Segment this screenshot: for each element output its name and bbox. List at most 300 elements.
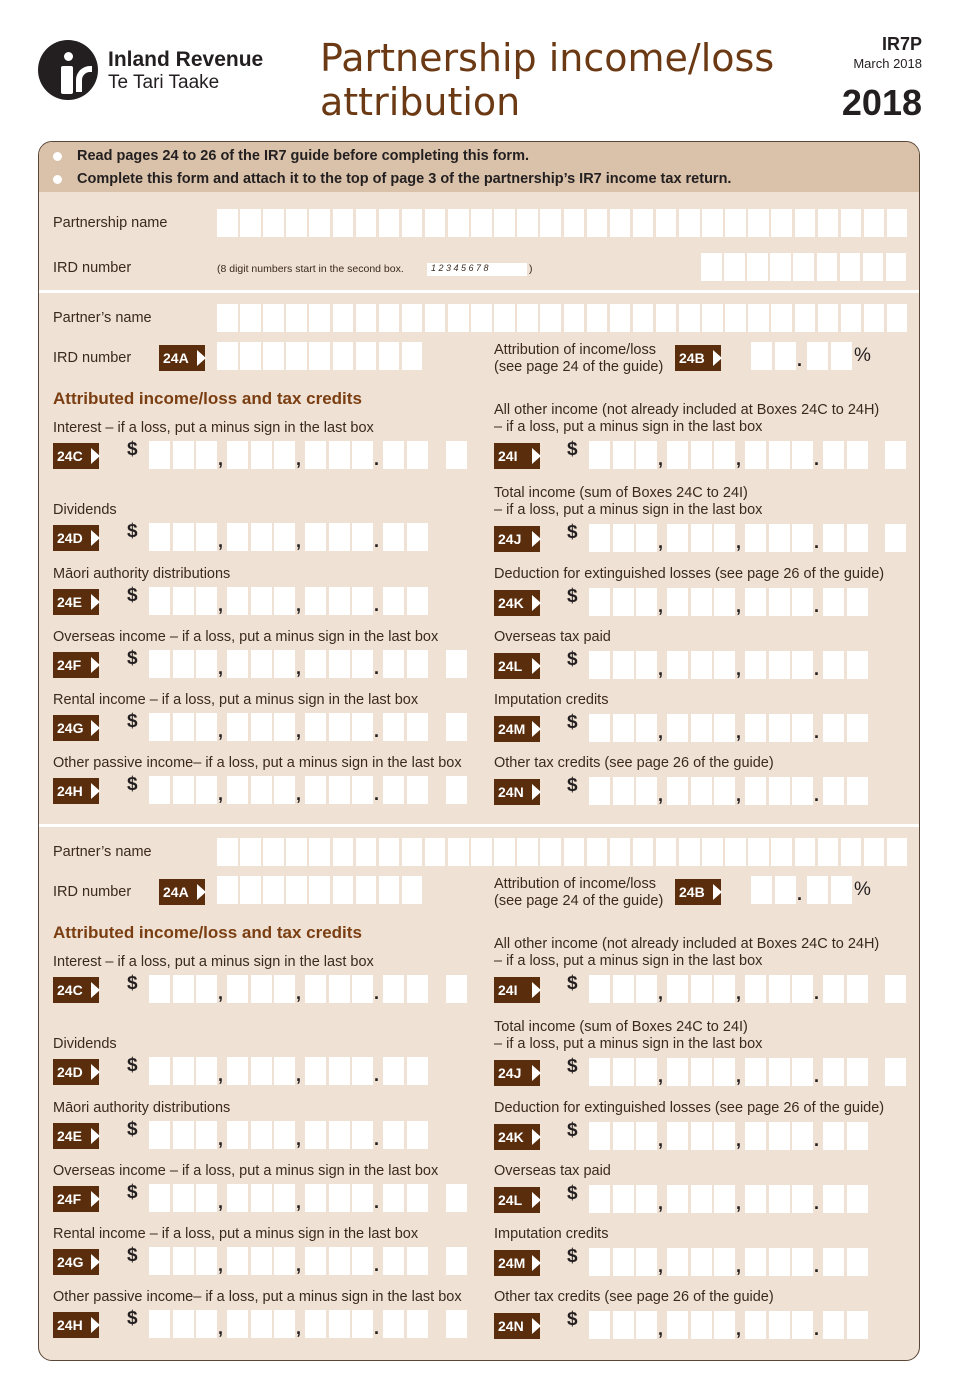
partner-1-24d-digit-box[interactable]: [352, 523, 373, 551]
partner-1-24f-digit-box[interactable]: [196, 650, 217, 678]
partner-2-ird-box[interactable]: [333, 876, 354, 904]
partnership-name-box[interactable]: [587, 209, 608, 237]
partner-2-name-box[interactable]: [795, 838, 816, 866]
partner-1-24d-digit-box[interactable]: [196, 523, 217, 551]
partner-2-24j-digit-box[interactable]: [792, 1058, 813, 1086]
partner-2-24k-digit-box[interactable]: [636, 1122, 657, 1150]
partner-1-24n-digit-box[interactable]: [667, 777, 688, 805]
partner-1-24c-digit-box[interactable]: [352, 441, 373, 469]
partner-2-24i-digit-box[interactable]: [667, 975, 688, 1003]
partnership-name-box[interactable]: [517, 209, 538, 237]
partner-2-name-box[interactable]: [379, 838, 400, 866]
partner-1-percent-whole-box[interactable]: [775, 342, 796, 370]
partnership-name-box[interactable]: [702, 209, 723, 237]
partner-2-24n-digit-box[interactable]: [613, 1311, 634, 1339]
partner-1-name-box[interactable]: [818, 304, 839, 332]
partnership-ird-box[interactable]: [793, 253, 814, 281]
partnership-name-box[interactable]: [402, 209, 423, 237]
partner-1-name-box[interactable]: [702, 304, 723, 332]
partner-1-24g-digit-box[interactable]: [196, 713, 217, 741]
partner-1-24c-cents-box[interactable]: [383, 441, 404, 469]
partner-2-24e-digit-box[interactable]: [274, 1121, 295, 1149]
partnership-name-box[interactable]: [841, 209, 862, 237]
partner-1-24i-cents-box[interactable]: [823, 441, 844, 469]
partner-1-24l-digit-box[interactable]: [769, 651, 790, 679]
partner-2-ird-box[interactable]: [379, 876, 400, 904]
partner-1-24n-digit-box[interactable]: [636, 777, 657, 805]
partner-2-name-box[interactable]: [748, 838, 769, 866]
partner-1-24d-digit-box[interactable]: [227, 523, 248, 551]
partner-1-name-box[interactable]: [887, 304, 908, 332]
partner-1-24g-digit-box[interactable]: [149, 713, 170, 741]
partner-2-24d-digit-box[interactable]: [329, 1057, 350, 1085]
partner-2-24m-digit-box[interactable]: [792, 1248, 813, 1276]
partner-2-24g-digit-box[interactable]: [305, 1247, 326, 1275]
partnership-name-box[interactable]: [471, 209, 492, 237]
partner-2-24c-cents-box[interactable]: [383, 975, 404, 1003]
partner-2-24k-digit-box[interactable]: [589, 1122, 610, 1150]
partner-2-24l-cents-box[interactable]: [847, 1185, 868, 1213]
partner-2-24f-digit-box[interactable]: [305, 1184, 326, 1212]
partner-1-24n-digit-box[interactable]: [745, 777, 766, 805]
partner-1-24j-cents-box[interactable]: [847, 524, 868, 552]
partner-1-24g-digit-box[interactable]: [305, 713, 326, 741]
partner-1-24f-digit-box[interactable]: [149, 650, 170, 678]
partner-2-24e-digit-box[interactable]: [329, 1121, 350, 1149]
partner-1-24m-digit-box[interactable]: [589, 714, 610, 742]
partner-1-ird-box[interactable]: [217, 342, 238, 370]
partner-2-24j-digit-box[interactable]: [636, 1058, 657, 1086]
partner-2-24j-digit-box[interactable]: [745, 1058, 766, 1086]
partner-1-24h-digit-box[interactable]: [352, 776, 373, 804]
partner-1-24i-digit-box[interactable]: [636, 441, 657, 469]
partner-1-24g-digit-box[interactable]: [352, 713, 373, 741]
partner-1-percent-fraction-box[interactable]: [831, 342, 852, 370]
partner-2-24g-digit-box[interactable]: [352, 1247, 373, 1275]
partner-2-ird-box[interactable]: [263, 876, 284, 904]
partner-2-name-box[interactable]: [309, 838, 330, 866]
partner-2-24g-digit-box[interactable]: [274, 1247, 295, 1275]
partner-2-percent-whole-box[interactable]: [775, 876, 796, 904]
partner-1-24g-minus-sign-box[interactable]: [446, 713, 467, 741]
partnership-name-box[interactable]: [771, 209, 792, 237]
partner-2-24m-digit-box[interactable]: [714, 1248, 735, 1276]
partner-2-24i-cents-box[interactable]: [847, 975, 868, 1003]
partner-1-24m-digit-box[interactable]: [714, 714, 735, 742]
partner-2-24i-digit-box[interactable]: [792, 975, 813, 1003]
partner-2-24d-digit-box[interactable]: [149, 1057, 170, 1085]
partner-1-ird-box[interactable]: [309, 342, 330, 370]
partner-1-24f-digit-box[interactable]: [173, 650, 194, 678]
partner-2-24j-cents-box[interactable]: [823, 1058, 844, 1086]
partnership-name-box[interactable]: [286, 209, 307, 237]
partner-2-name-box[interactable]: [633, 838, 654, 866]
partner-1-24d-digit-box[interactable]: [329, 523, 350, 551]
partner-2-24k-digit-box[interactable]: [745, 1122, 766, 1150]
partner-2-24d-digit-box[interactable]: [251, 1057, 272, 1085]
partner-1-24m-digit-box[interactable]: [769, 714, 790, 742]
partner-2-24c-digit-box[interactable]: [305, 975, 326, 1003]
partner-2-24c-digit-box[interactable]: [274, 975, 295, 1003]
partner-2-24k-digit-box[interactable]: [714, 1122, 735, 1150]
partner-2-24i-digit-box[interactable]: [769, 975, 790, 1003]
partner-2-name-box[interactable]: [356, 838, 377, 866]
partner-1-24h-digit-box[interactable]: [173, 776, 194, 804]
partner-2-24n-digit-box[interactable]: [691, 1311, 712, 1339]
partner-2-24m-digit-box[interactable]: [613, 1248, 634, 1276]
partner-2-24n-digit-box[interactable]: [745, 1311, 766, 1339]
partner-1-24j-digit-box[interactable]: [792, 524, 813, 552]
partner-1-24f-digit-box[interactable]: [251, 650, 272, 678]
partner-1-24f-minus-sign-box[interactable]: [446, 650, 467, 678]
partner-2-24f-digit-box[interactable]: [173, 1184, 194, 1212]
partnership-name-box[interactable]: [309, 209, 330, 237]
partner-1-24j-cents-box[interactable]: [823, 524, 844, 552]
partner-2-name-box[interactable]: [517, 838, 538, 866]
partner-2-24d-digit-box[interactable]: [352, 1057, 373, 1085]
partner-1-24i-digit-box[interactable]: [792, 441, 813, 469]
partner-2-24c-digit-box[interactable]: [173, 975, 194, 1003]
partner-2-24c-minus-sign-box[interactable]: [446, 975, 467, 1003]
partner-2-24d-digit-box[interactable]: [305, 1057, 326, 1085]
partner-2-24g-minus-sign-box[interactable]: [446, 1247, 467, 1275]
partner-1-24h-digit-box[interactable]: [274, 776, 295, 804]
partner-2-24d-digit-box[interactable]: [227, 1057, 248, 1085]
partner-2-24l-digit-box[interactable]: [714, 1185, 735, 1213]
partner-1-24k-digit-box[interactable]: [745, 588, 766, 616]
partner-2-percent-fraction-box[interactable]: [831, 876, 852, 904]
partner-1-24l-digit-box[interactable]: [691, 651, 712, 679]
partner-2-24e-digit-box[interactable]: [305, 1121, 326, 1149]
partnership-name-box[interactable]: [333, 209, 354, 237]
partner-2-24d-digit-box[interactable]: [173, 1057, 194, 1085]
partner-1-24n-cents-box[interactable]: [823, 777, 844, 805]
partner-1-24c-digit-box[interactable]: [227, 441, 248, 469]
partner-1-24d-digit-box[interactable]: [149, 523, 170, 551]
partner-1-24n-digit-box[interactable]: [691, 777, 712, 805]
partner-2-24l-digit-box[interactable]: [636, 1185, 657, 1213]
partner-1-24i-digit-box[interactable]: [667, 441, 688, 469]
partner-2-24l-digit-box[interactable]: [769, 1185, 790, 1213]
partner-1-name-box[interactable]: [679, 304, 700, 332]
partner-1-name-box[interactable]: [725, 304, 746, 332]
partner-1-24l-digit-box[interactable]: [714, 651, 735, 679]
partner-1-name-box[interactable]: [448, 304, 469, 332]
partner-1-24i-minus-sign-box[interactable]: [885, 441, 906, 469]
partner-1-24c-digit-box[interactable]: [251, 441, 272, 469]
partner-2-24g-digit-box[interactable]: [196, 1247, 217, 1275]
partner-1-24k-digit-box[interactable]: [792, 588, 813, 616]
partnership-ird-box[interactable]: [863, 253, 884, 281]
partner-1-24i-digit-box[interactable]: [714, 441, 735, 469]
partnership-name-box[interactable]: [864, 209, 885, 237]
partner-1-24m-digit-box[interactable]: [792, 714, 813, 742]
partner-2-name-box[interactable]: [564, 838, 585, 866]
partner-2-name-box[interactable]: [286, 838, 307, 866]
partner-1-24f-cents-box[interactable]: [383, 650, 404, 678]
partnership-ird-box[interactable]: [724, 253, 745, 281]
partner-2-24e-cents-box[interactable]: [407, 1121, 428, 1149]
partner-2-24i-digit-box[interactable]: [745, 975, 766, 1003]
partner-1-ird-box[interactable]: [379, 342, 400, 370]
partner-2-24m-cents-box[interactable]: [823, 1248, 844, 1276]
partner-1-24f-digit-box[interactable]: [274, 650, 295, 678]
partner-2-24g-cents-box[interactable]: [383, 1247, 404, 1275]
partner-1-24m-digit-box[interactable]: [667, 714, 688, 742]
partner-2-24l-digit-box[interactable]: [792, 1185, 813, 1213]
partner-2-24f-cents-box[interactable]: [383, 1184, 404, 1212]
partner-1-24h-digit-box[interactable]: [149, 776, 170, 804]
partner-1-name-box[interactable]: [309, 304, 330, 332]
partner-2-24m-cents-box[interactable]: [847, 1248, 868, 1276]
partnership-name-box[interactable]: [679, 209, 700, 237]
partner-1-24k-digit-box[interactable]: [589, 588, 610, 616]
partner-2-24h-digit-box[interactable]: [274, 1310, 295, 1338]
partnership-name-box[interactable]: [425, 209, 446, 237]
partner-1-24e-cents-box[interactable]: [407, 587, 428, 615]
partner-1-ird-box[interactable]: [356, 342, 377, 370]
partnership-name-box[interactable]: [633, 209, 654, 237]
partner-2-24k-digit-box[interactable]: [792, 1122, 813, 1150]
partner-2-24h-digit-box[interactable]: [305, 1310, 326, 1338]
partner-2-24m-digit-box[interactable]: [667, 1248, 688, 1276]
partner-1-name-box[interactable]: [263, 304, 284, 332]
partner-1-24e-digit-box[interactable]: [352, 587, 373, 615]
partner-1-ird-box[interactable]: [402, 342, 423, 370]
partner-2-24c-digit-box[interactable]: [352, 975, 373, 1003]
partner-1-24m-digit-box[interactable]: [745, 714, 766, 742]
partner-2-24m-digit-box[interactable]: [745, 1248, 766, 1276]
partner-1-24f-digit-box[interactable]: [227, 650, 248, 678]
partner-2-24g-digit-box[interactable]: [149, 1247, 170, 1275]
partnership-name-box[interactable]: [217, 209, 238, 237]
partner-1-24l-cents-box[interactable]: [847, 651, 868, 679]
partnership-ird-box[interactable]: [817, 253, 838, 281]
partner-2-ird-box[interactable]: [286, 876, 307, 904]
partner-1-name-box[interactable]: [356, 304, 377, 332]
partner-2-24i-digit-box[interactable]: [613, 975, 634, 1003]
partnership-name-box[interactable]: [887, 209, 908, 237]
partner-1-24n-digit-box[interactable]: [589, 777, 610, 805]
partner-2-24n-digit-box[interactable]: [792, 1311, 813, 1339]
partnership-name-box[interactable]: [564, 209, 585, 237]
partner-2-24h-digit-box[interactable]: [149, 1310, 170, 1338]
partner-2-24j-digit-box[interactable]: [589, 1058, 610, 1086]
partner-2-24h-digit-box[interactable]: [196, 1310, 217, 1338]
partnership-name-box[interactable]: [610, 209, 631, 237]
partner-2-24f-minus-sign-box[interactable]: [446, 1184, 467, 1212]
partner-1-24c-digit-box[interactable]: [149, 441, 170, 469]
partner-1-24f-cents-box[interactable]: [407, 650, 428, 678]
partner-1-24g-digit-box[interactable]: [274, 713, 295, 741]
partner-1-24e-digit-box[interactable]: [196, 587, 217, 615]
partner-2-24l-digit-box[interactable]: [613, 1185, 634, 1213]
partner-1-24g-digit-box[interactable]: [227, 713, 248, 741]
partner-1-name-box[interactable]: [286, 304, 307, 332]
partner-2-24k-digit-box[interactable]: [769, 1122, 790, 1150]
partner-1-name-box[interactable]: [402, 304, 423, 332]
partner-2-24d-cents-box[interactable]: [407, 1057, 428, 1085]
partner-2-24i-digit-box[interactable]: [589, 975, 610, 1003]
partner-2-24g-digit-box[interactable]: [173, 1247, 194, 1275]
partner-1-24h-digit-box[interactable]: [251, 776, 272, 804]
partner-1-24f-digit-box[interactable]: [352, 650, 373, 678]
partner-1-24c-digit-box[interactable]: [329, 441, 350, 469]
partner-1-24i-digit-box[interactable]: [745, 441, 766, 469]
partnership-ird-box[interactable]: [747, 253, 768, 281]
partner-2-ird-box[interactable]: [217, 876, 238, 904]
partner-2-24h-digit-box[interactable]: [173, 1310, 194, 1338]
partner-1-24e-digit-box[interactable]: [274, 587, 295, 615]
partner-1-24l-digit-box[interactable]: [589, 651, 610, 679]
partner-2-24m-digit-box[interactable]: [769, 1248, 790, 1276]
partner-1-24m-cents-box[interactable]: [823, 714, 844, 742]
partner-1-24d-cents-box[interactable]: [407, 523, 428, 551]
partner-2-name-box[interactable]: [725, 838, 746, 866]
partner-1-24f-digit-box[interactable]: [329, 650, 350, 678]
partner-1-24k-cents-box[interactable]: [823, 588, 844, 616]
partnership-ird-box[interactable]: [701, 253, 722, 281]
partner-2-name-box[interactable]: [494, 838, 515, 866]
partnership-name-box[interactable]: [725, 209, 746, 237]
partner-1-name-box[interactable]: [748, 304, 769, 332]
partner-2-24h-cents-box[interactable]: [383, 1310, 404, 1338]
partnership-name-box[interactable]: [240, 209, 261, 237]
partner-2-name-box[interactable]: [448, 838, 469, 866]
partner-2-24m-digit-box[interactable]: [636, 1248, 657, 1276]
partner-2-24l-digit-box[interactable]: [667, 1185, 688, 1213]
partner-1-name-box[interactable]: [771, 304, 792, 332]
partner-2-24l-digit-box[interactable]: [589, 1185, 610, 1213]
partnership-ird-box[interactable]: [770, 253, 791, 281]
partner-1-24n-digit-box[interactable]: [792, 777, 813, 805]
partner-2-24c-digit-box[interactable]: [227, 975, 248, 1003]
partner-2-24c-digit-box[interactable]: [149, 975, 170, 1003]
partner-2-24m-digit-box[interactable]: [691, 1248, 712, 1276]
partner-2-24n-cents-box[interactable]: [823, 1311, 844, 1339]
partner-1-24n-digit-box[interactable]: [613, 777, 634, 805]
partnership-name-box[interactable]: [540, 209, 561, 237]
partner-1-24l-digit-box[interactable]: [636, 651, 657, 679]
partner-2-24d-digit-box[interactable]: [196, 1057, 217, 1085]
partner-1-name-box[interactable]: [494, 304, 515, 332]
partner-1-ird-box[interactable]: [286, 342, 307, 370]
partner-2-24f-digit-box[interactable]: [149, 1184, 170, 1212]
partner-1-24i-digit-box[interactable]: [769, 441, 790, 469]
partner-1-24d-digit-box[interactable]: [251, 523, 272, 551]
partnership-name-box[interactable]: [356, 209, 377, 237]
partner-2-name-box[interactable]: [402, 838, 423, 866]
partner-2-24j-digit-box[interactable]: [691, 1058, 712, 1086]
partner-1-ird-box[interactable]: [333, 342, 354, 370]
partner-1-name-box[interactable]: [633, 304, 654, 332]
partner-2-percent-whole-box[interactable]: [751, 876, 772, 904]
partner-1-24f-digit-box[interactable]: [305, 650, 326, 678]
partner-2-24k-digit-box[interactable]: [691, 1122, 712, 1150]
partner-2-24l-digit-box[interactable]: [745, 1185, 766, 1213]
partnership-name-box[interactable]: [448, 209, 469, 237]
partner-2-24d-cents-box[interactable]: [383, 1057, 404, 1085]
partner-2-name-box[interactable]: [679, 838, 700, 866]
partner-1-24e-digit-box[interactable]: [329, 587, 350, 615]
partner-2-name-box[interactable]: [702, 838, 723, 866]
partner-1-24g-digit-box[interactable]: [251, 713, 272, 741]
partner-1-24h-digit-box[interactable]: [196, 776, 217, 804]
partner-1-name-box[interactable]: [841, 304, 862, 332]
partner-1-name-box[interactable]: [217, 304, 238, 332]
partner-2-24i-digit-box[interactable]: [691, 975, 712, 1003]
partner-2-24n-digit-box[interactable]: [769, 1311, 790, 1339]
partnership-name-box[interactable]: [748, 209, 769, 237]
partner-2-24k-cents-box[interactable]: [823, 1122, 844, 1150]
partnership-name-box[interactable]: [494, 209, 515, 237]
partner-2-24c-digit-box[interactable]: [329, 975, 350, 1003]
partner-1-24h-digit-box[interactable]: [329, 776, 350, 804]
partner-2-24e-digit-box[interactable]: [149, 1121, 170, 1149]
partner-2-name-box[interactable]: [471, 838, 492, 866]
partner-1-24k-digit-box[interactable]: [769, 588, 790, 616]
partner-2-24i-digit-box[interactable]: [714, 975, 735, 1003]
partner-1-24j-digit-box[interactable]: [613, 524, 634, 552]
partner-1-24g-digit-box[interactable]: [173, 713, 194, 741]
partner-1-name-box[interactable]: [517, 304, 538, 332]
partner-1-24k-digit-box[interactable]: [613, 588, 634, 616]
partner-2-24c-digit-box[interactable]: [251, 975, 272, 1003]
partnership-ird-box[interactable]: [840, 253, 861, 281]
partner-1-24d-digit-box[interactable]: [305, 523, 326, 551]
partner-1-name-box[interactable]: [610, 304, 631, 332]
partnership-ird-box[interactable]: [886, 253, 907, 281]
partner-1-24e-digit-box[interactable]: [305, 587, 326, 615]
partner-1-percent-fraction-box[interactable]: [807, 342, 828, 370]
partner-1-name-box[interactable]: [656, 304, 677, 332]
partner-2-24n-digit-box[interactable]: [636, 1311, 657, 1339]
partner-1-name-box[interactable]: [471, 304, 492, 332]
partner-1-24n-digit-box[interactable]: [714, 777, 735, 805]
partner-2-name-box[interactable]: [864, 838, 885, 866]
partner-1-24e-digit-box[interactable]: [251, 587, 272, 615]
partner-2-24e-digit-box[interactable]: [352, 1121, 373, 1149]
partner-2-24c-digit-box[interactable]: [196, 975, 217, 1003]
partner-1-24k-digit-box[interactable]: [691, 588, 712, 616]
partner-1-24c-digit-box[interactable]: [196, 441, 217, 469]
partner-1-24e-digit-box[interactable]: [227, 587, 248, 615]
partner-1-24c-minus-sign-box[interactable]: [446, 441, 467, 469]
partner-1-24e-digit-box[interactable]: [149, 587, 170, 615]
partner-1-24j-minus-sign-box[interactable]: [885, 524, 906, 552]
partner-2-name-box[interactable]: [217, 838, 238, 866]
partner-2-ird-box[interactable]: [356, 876, 377, 904]
partner-1-24l-digit-box[interactable]: [667, 651, 688, 679]
partner-2-name-box[interactable]: [818, 838, 839, 866]
partner-2-24i-digit-box[interactable]: [636, 975, 657, 1003]
partner-2-24e-digit-box[interactable]: [227, 1121, 248, 1149]
partner-1-24j-digit-box[interactable]: [589, 524, 610, 552]
partner-1-24d-cents-box[interactable]: [383, 523, 404, 551]
partner-2-24e-digit-box[interactable]: [251, 1121, 272, 1149]
partner-1-24k-cents-box[interactable]: [847, 588, 868, 616]
partner-2-24i-minus-sign-box[interactable]: [885, 975, 906, 1003]
partner-1-name-box[interactable]: [564, 304, 585, 332]
partner-1-24j-digit-box[interactable]: [745, 524, 766, 552]
partner-2-name-box[interactable]: [240, 838, 261, 866]
partner-1-24c-cents-box[interactable]: [407, 441, 428, 469]
partner-2-24e-digit-box[interactable]: [173, 1121, 194, 1149]
partner-1-24l-digit-box[interactable]: [613, 651, 634, 679]
partnership-name-box[interactable]: [795, 209, 816, 237]
partner-2-ird-box[interactable]: [402, 876, 423, 904]
partner-1-24n-digit-box[interactable]: [769, 777, 790, 805]
